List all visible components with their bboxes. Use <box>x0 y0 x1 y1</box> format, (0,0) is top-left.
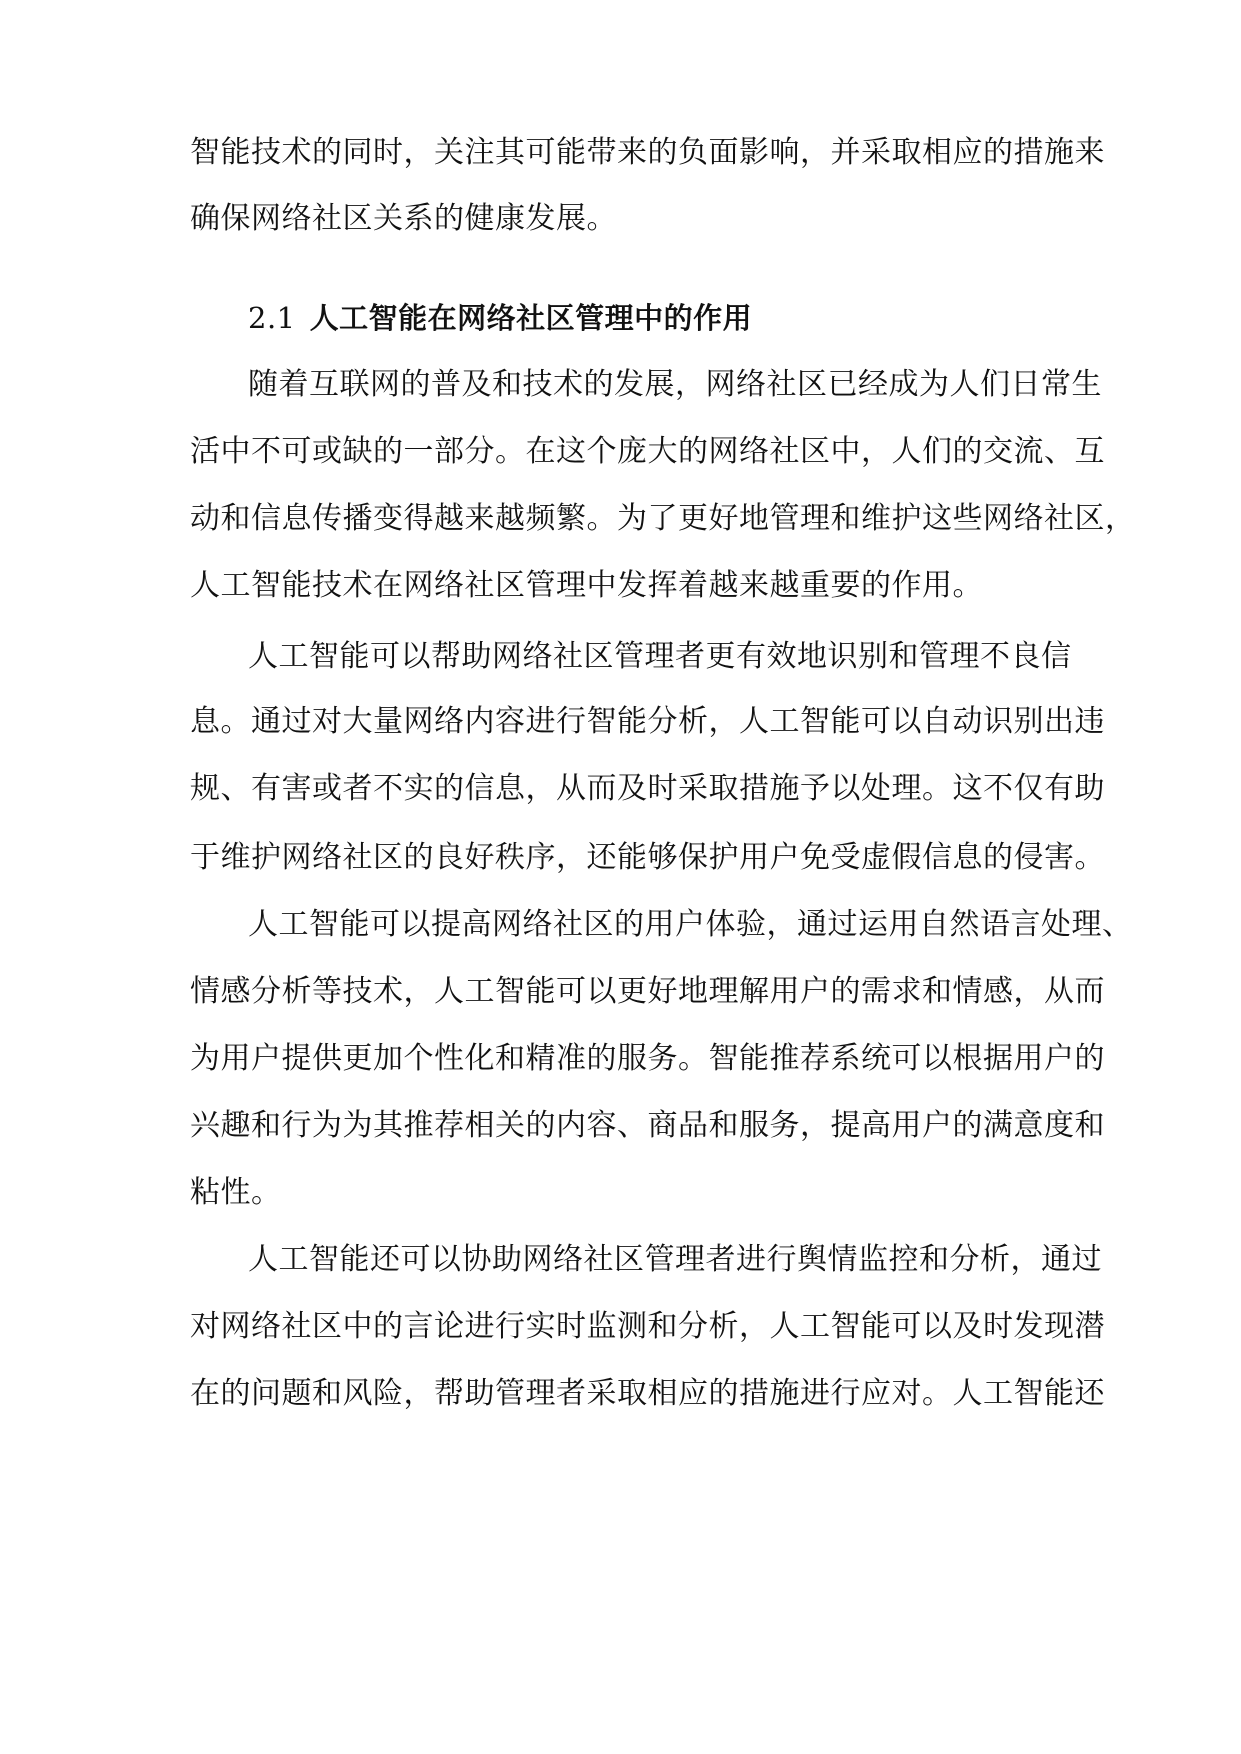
section-heading <box>248 298 1118 338</box>
paragraph-line: 兴趣和行为为其推荐相关的内容、商品和服务，提高用户的满意度和 <box>190 1108 1105 1143</box>
paragraph-line: 随着互联网的普及和技术的发展，网络社区已经成为人们日常生 <box>248 367 1102 402</box>
intro-line: 智能技术的同时，关注其可能带来的负面影响，并采取相应的措施来 <box>190 135 1105 170</box>
section-number: 2.1 <box>248 301 296 335</box>
paragraph-line: 粘性。 <box>190 1175 282 1210</box>
paragraph-line: 人工智能可以提高网络社区的用户体验，通过运用自然语言处理、 <box>248 907 1133 942</box>
paragraph-line: 人工智能技术在网络社区管理中发挥着越来越重要的作用。 <box>190 568 983 603</box>
paragraph-line: 为用户提供更加个性化和精准的服务。智能推荐系统可以根据用户的 <box>190 1041 1105 1076</box>
paragraph-line: 规、有害或者不实的信息，从而及时采取措施予以处理。这不仅有助 <box>190 771 1105 806</box>
paragraph-line: 于维护网络社区的良好秩序，还能够保护用户免受虚假信息的侵害。 <box>190 840 1105 875</box>
paragraph-line: 动和信息传播变得越来越频繁。为了更好地管理和维护这些网络社区， <box>190 501 1136 536</box>
paragraph-line: 对网络社区中的言论进行实时监测和分析，人工智能可以及时发现潜 <box>190 1309 1105 1344</box>
intro-line: 确保网络社区关系的健康发展。 <box>190 201 617 236</box>
paragraph-line: 情感分析等技术，人工智能可以更好地理解用户的需求和情感，从而 <box>190 974 1105 1009</box>
paragraph-line: 活中不可或缺的一部分。在这个庞大的网络社区中，人们的交流、互 <box>190 434 1105 469</box>
paragraph-line: 人工智能还可以协助网络社区管理者进行舆情监控和分析，通过 <box>248 1242 1102 1277</box>
section-title: 人工智能在网络社区管理中的作用 <box>309 301 753 335</box>
paragraph-line: 息。通过对大量网络内容进行智能分析，人工智能可以自动识别出违 <box>190 704 1105 739</box>
paragraph-line: 在的问题和风险，帮助管理者采取相应的措施进行应对。人工智能还 <box>190 1376 1105 1411</box>
paragraph-line: 人工智能可以帮助网络社区管理者更有效地识别和管理不良信 <box>248 639 1072 674</box>
